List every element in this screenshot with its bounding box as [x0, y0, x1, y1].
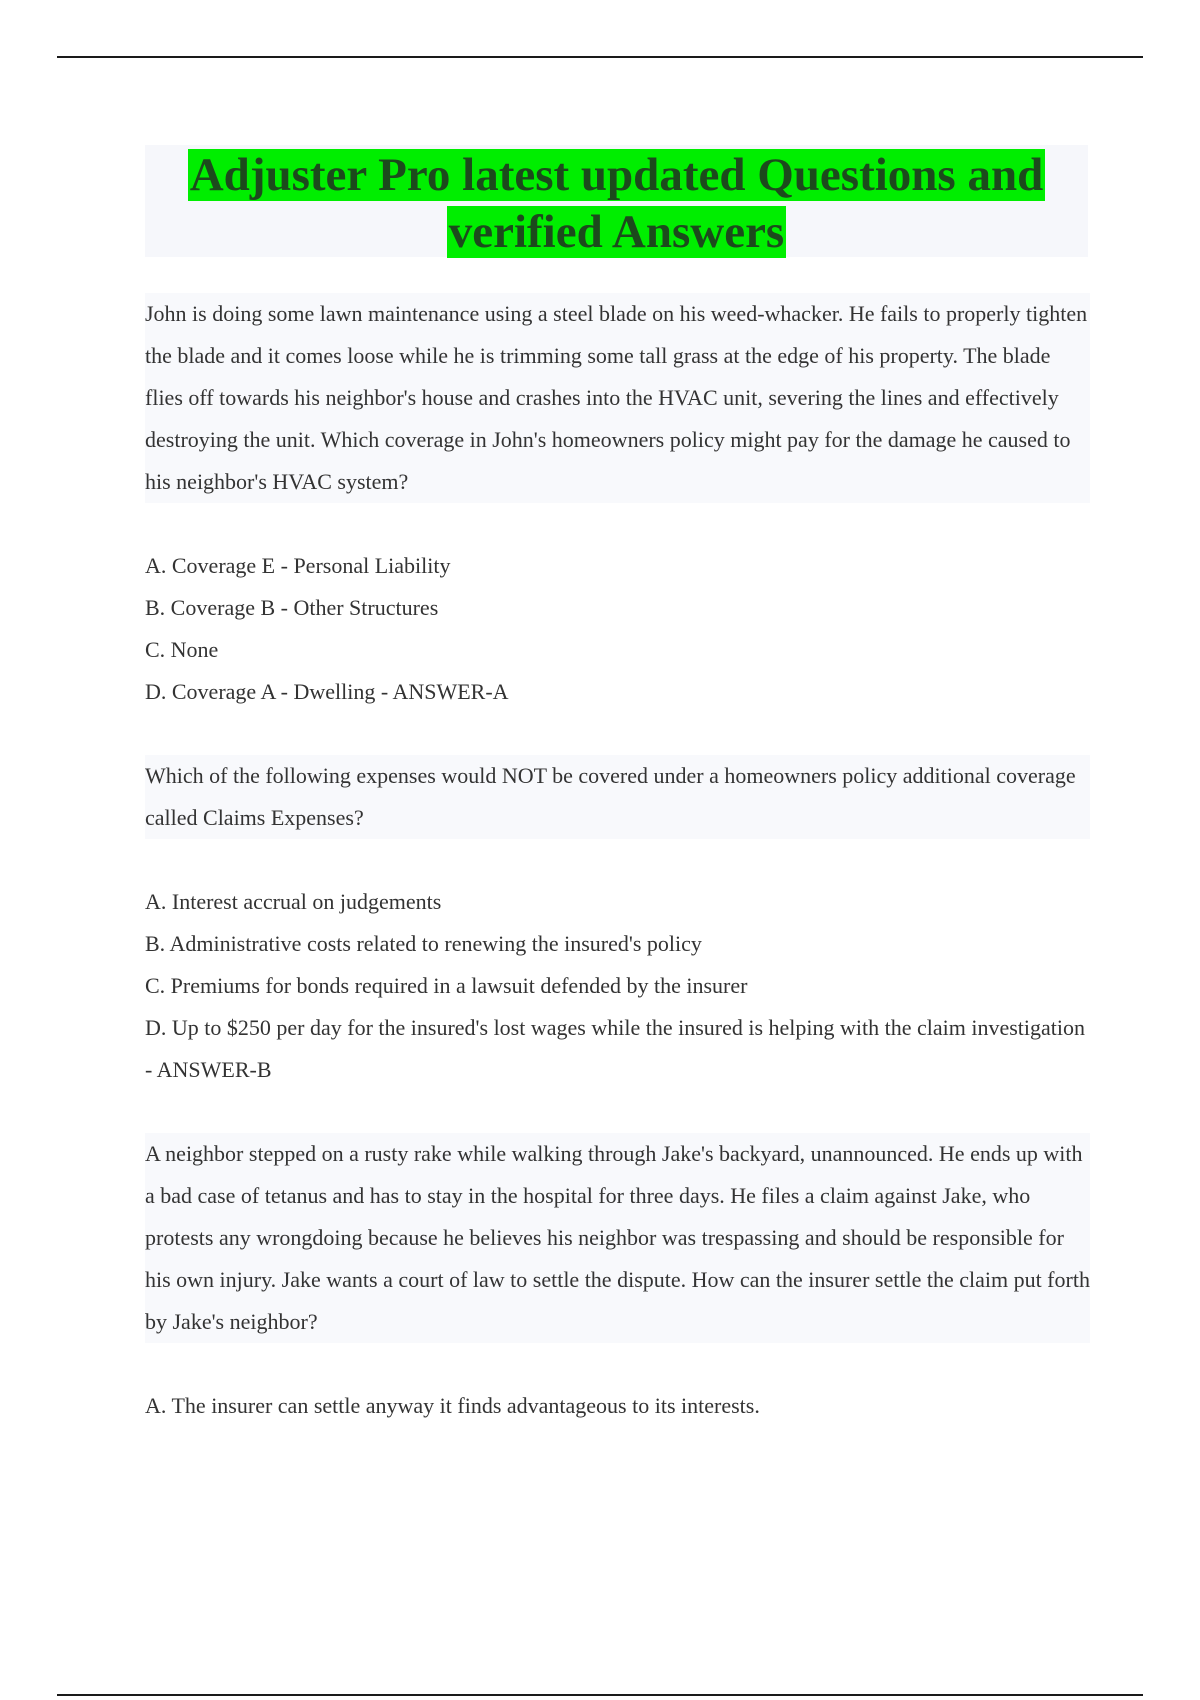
answer-options: [145, 881, 1090, 1091]
footer-rule: [57, 1694, 1143, 1696]
answer-option: C. None: [145, 637, 219, 662]
answer-option: B. Coverage B - Other Structures: [145, 595, 439, 620]
answer-option: D. Up to $250 per day for the insured's lost wages while the insured is helping with the claim investigation - ANSWER-B: [145, 1015, 1086, 1082]
question-2: [145, 755, 1090, 1091]
document-title-block: [145, 145, 1088, 257]
document-title: [145, 145, 1088, 261]
answer-options: [145, 1385, 1090, 1427]
question-text: A neighbor stepped on a rusty rake while walking through Jake's backyard, unannounced. He ends up with a bad case of tetanus and has to stay in the hospital for three days. He files a claim against Jake, who protests any wrongdoing because he believes his neighbor was trespassing and should be responsible for his own injury. Jake wants a court of law to settle the dispute. How can the insurer settle the claim put forth by Jake's neighbor?: [145, 1133, 1090, 1343]
answer-option: B. Administrative costs related to renewing the insured's policy: [145, 931, 702, 956]
answer-option: D. Coverage A - Dwelling - ANSWER-A: [145, 679, 509, 704]
answer-option: C. Premiums for bonds required in a lawsuit defended by the insurer: [145, 973, 748, 998]
answer-option: A. Coverage E - Personal Liability: [145, 553, 451, 578]
question-3: [145, 1133, 1090, 1427]
document-title-line2: verified Answers: [448, 206, 785, 258]
document-body: [145, 293, 1090, 1469]
answer-option: A. The insurer can settle anyway it finds advantageous to its interests.: [145, 1393, 760, 1418]
question-1: [145, 293, 1090, 713]
question-text: John is doing some lawn maintenance using a steel blade on his weed-whacker. He fails to properly tighten the blade and it comes loose while he is trimming some tall grass at the edge of his property. The blade flies off towards his neighbor's house and crashes into the HVAC unit, severing the lines and effectively destroying the unit. Which coverage in John's homeowners policy might pay for the damage he caused to his neighbor's HVAC system?: [145, 293, 1090, 503]
document-title-line1: Adjuster Pro latest updated Questions and: [189, 149, 1044, 201]
question-text: Which of the following expenses would NOT be covered under a homeowners policy additional coverage called Claims Expenses?: [145, 755, 1090, 839]
answer-options: [145, 545, 1090, 713]
header-rule: [57, 56, 1143, 58]
answer-option: A. Interest accrual on judgements: [145, 889, 442, 914]
